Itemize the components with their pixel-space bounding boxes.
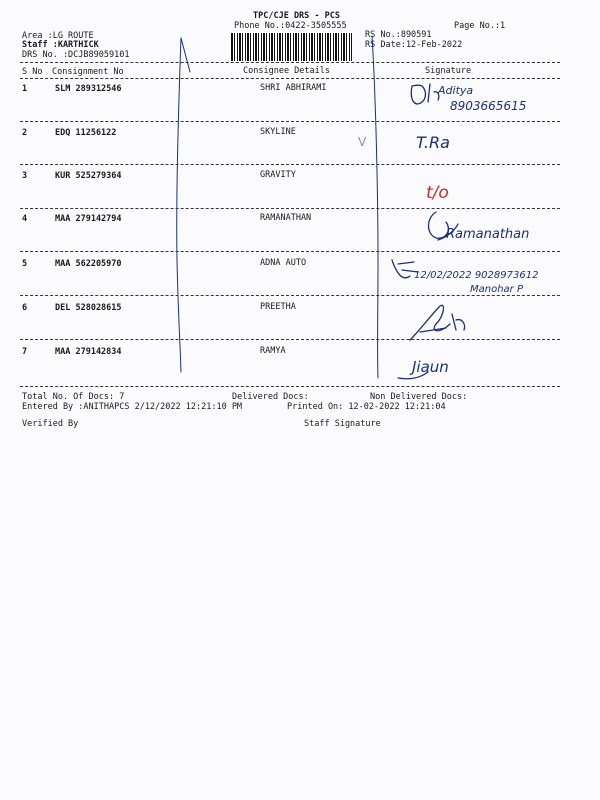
- row-consignee: RAMANATHAN: [260, 213, 312, 223]
- handwritten-text: 8903665615: [450, 99, 527, 113]
- col-header-signature: Signature: [425, 66, 472, 76]
- row-sno: 5: [22, 259, 28, 269]
- row-sno: 1: [22, 84, 28, 94]
- document-title: TPC/CJE DRS - PCS: [253, 11, 340, 21]
- row-consignment-no: KUR 525279364: [55, 171, 122, 181]
- phone-number: Phone No.:0422-3505555: [234, 21, 347, 31]
- staff-label: Staff :KARTHICK: [22, 40, 99, 50]
- row-consignee: PREETHA: [260, 302, 296, 312]
- entered-by: Entered By :ANITHAPCS 2/12/2022 12:21:10 PM: [22, 402, 243, 412]
- handwritten-text: 12/02/2022 9028973612: [414, 270, 539, 281]
- handwritten-text: V: [358, 135, 367, 149]
- pen-stroke: [181, 38, 190, 72]
- row-sno: 7: [22, 347, 28, 357]
- row-consignment-no: SLM 289312546: [55, 84, 122, 94]
- row-consignee: GRAVITY: [260, 170, 296, 180]
- rs-date: RS Date:12-Feb-2022: [365, 40, 463, 50]
- row-sno: 6: [22, 303, 28, 313]
- handwritten-text: Ramanathan: [446, 227, 530, 242]
- col-header-sno: S No: [22, 67, 43, 77]
- printed-on: Printed On: 12-02-2022 12:21:04: [287, 402, 446, 412]
- signature-mark: [410, 305, 465, 340]
- handwritten-text: Jiaun: [412, 358, 449, 376]
- row-sno: 4: [22, 214, 28, 224]
- row-sno: 2: [22, 128, 28, 138]
- handwritten-text: t/o: [426, 183, 449, 203]
- drs-number: DRS No. :DCJB89059101: [22, 50, 130, 60]
- row-consignee: RAMYA: [260, 346, 286, 356]
- row-consignment-no: DEL 528028615: [55, 303, 122, 313]
- row-sno: 3: [22, 171, 28, 181]
- handwritten-text: Manohar P: [470, 284, 523, 295]
- row-consignment-no: MAA 279142834: [55, 347, 122, 357]
- row-consignment-no: MAA 562205970: [55, 259, 122, 269]
- delivered-docs: Delivered Docs:: [232, 392, 309, 402]
- handwritten-text: Aditya: [438, 84, 474, 97]
- area-label: Area :LG ROUTE: [22, 31, 94, 41]
- staff-signature-label: Staff Signature: [304, 419, 381, 429]
- row-consignment-no: MAA 279142794: [55, 214, 122, 224]
- page-number: Page No.:1: [454, 21, 506, 31]
- handwritten-text: T.Ra: [416, 133, 450, 152]
- verified-by: Verified By: [22, 419, 79, 429]
- col-header-consignment: Consignment No: [52, 67, 124, 77]
- row-consignment-no: EDQ 11256122: [55, 128, 117, 138]
- row-consignee: SHRI ABHIRAMI: [260, 83, 327, 93]
- signature-mark: [411, 84, 439, 104]
- col-header-consignee: Consignee Details: [243, 66, 330, 76]
- row-consignee: SKYLINE: [260, 127, 296, 137]
- rs-number: RS No.:890591: [365, 30, 432, 40]
- non-delivered-docs: Non Delivered Docs:: [370, 392, 468, 402]
- row-consignee: ADNA AUTO: [260, 258, 307, 268]
- pen-stroke: [372, 36, 378, 378]
- pen-stroke: [177, 38, 181, 372]
- total-docs: Total No. Of Docs: 7: [22, 392, 125, 402]
